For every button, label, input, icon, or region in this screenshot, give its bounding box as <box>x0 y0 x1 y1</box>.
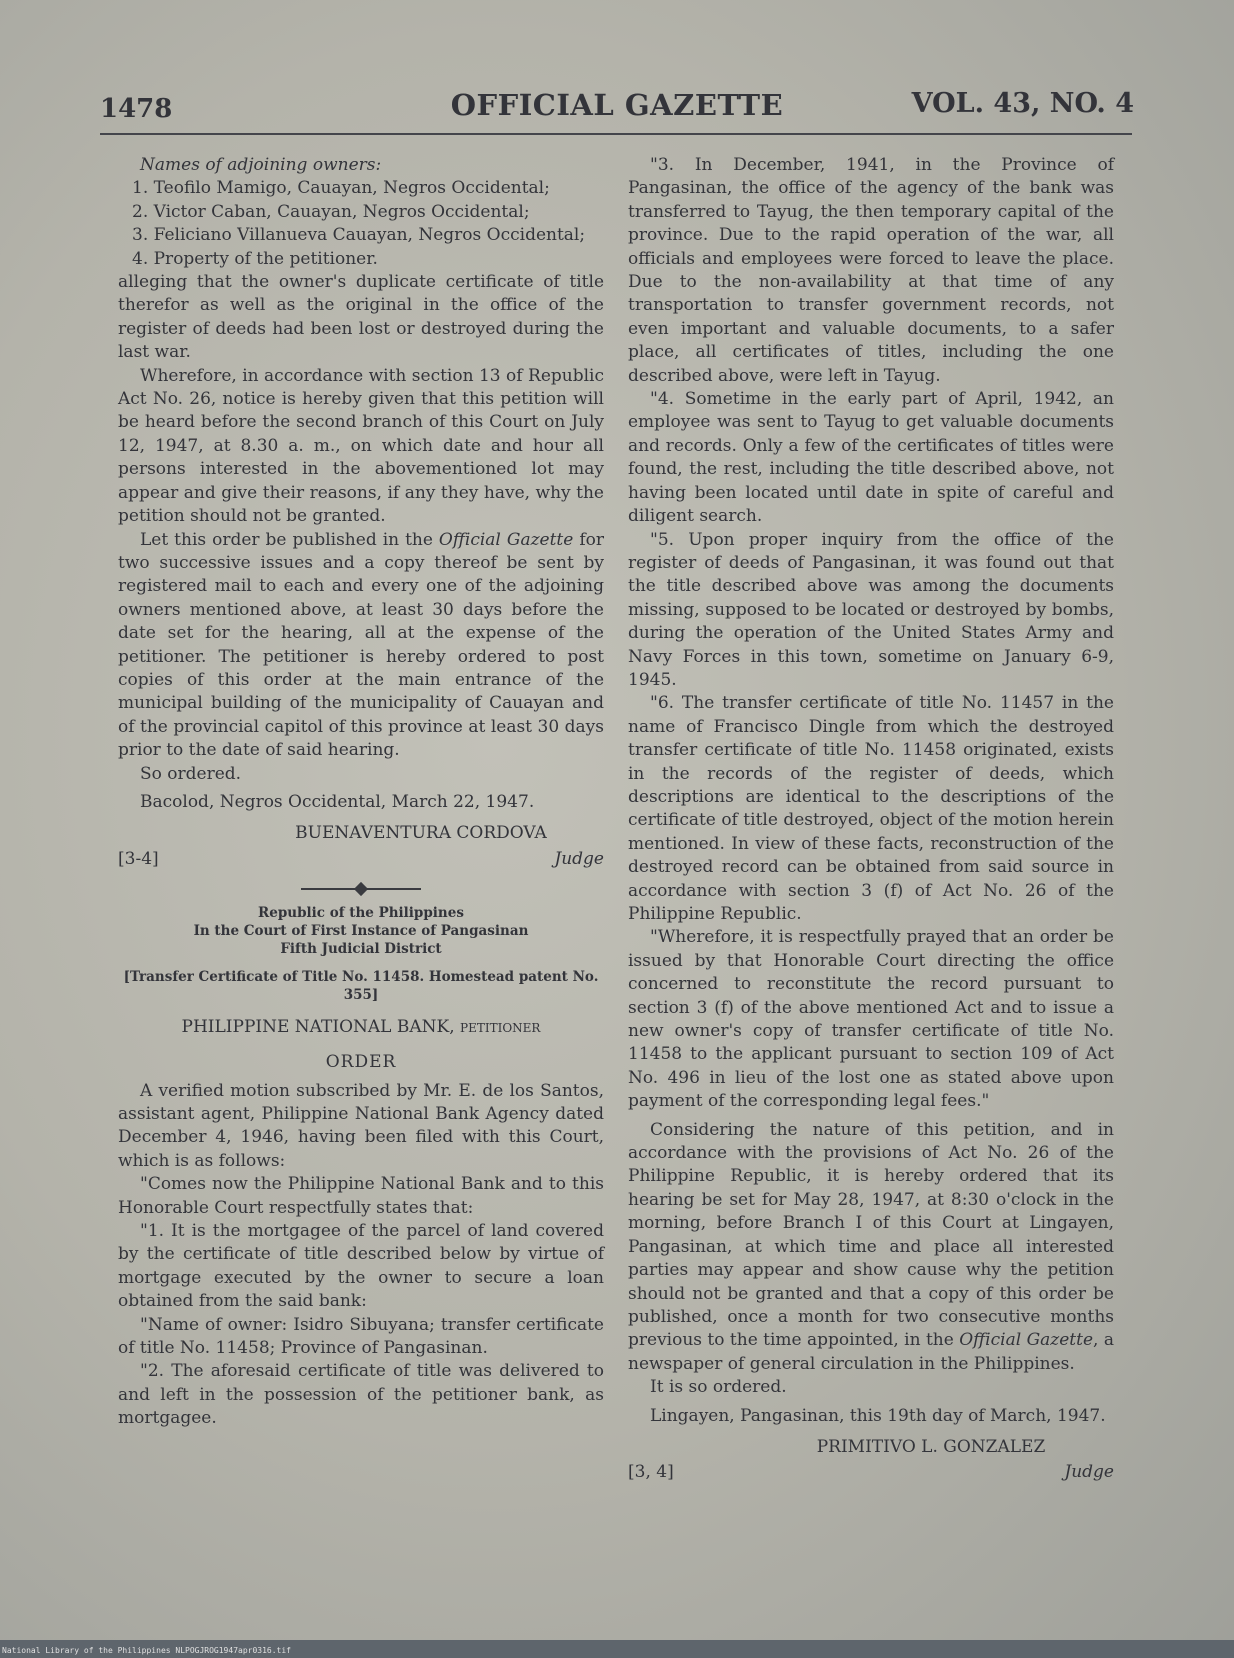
paragraph: alleging that the owner's duplicate certificate of title therefor as well as the original in the office of the register of deeds had been lost or destroyed during the last war. <box>118 272 604 363</box>
date-line: Lingayen, Pangasinan, this 19th day of March, 1947. <box>650 1405 1106 1426</box>
signatory-title: Judge <box>554 848 604 869</box>
paragraph: "6. The transfer certificate of title No. 11457 in the name of Francisco Dingle from which the destroyed transfer certificate of title No. 11458 originated, exists in the records of the register of deeds, which descriptions are identical to the descriptions of the certificate of title destroyed, object of the motion herein mentioned. In view of these facts, reconstruction of the destroyed record can be obtained from said source in accordance with section 3 (f) of Act No. 26 of the Philippine Republic. <box>628 693 1114 924</box>
issue-reference: [3-4] <box>118 848 159 869</box>
signatory-name: BUENAVENTURA CORDOVA <box>295 823 547 844</box>
page-number: 1478 <box>100 94 173 124</box>
signature-row <box>118 848 604 872</box>
paragraph: Let this order be published in the Official Gazette for two successive issues and a copy thereof be sent by registered mail to each and every one of the adjoining owners mentioned above, at least 30 days before the date set for the hearing, all at the expense of the petitioner. The petitioner is hereby ordered to post copies of this order at the main entrance of the municipal building of the municipality of Cauayan and of the provincial capitol of this province at least 30 days prior to the date of said hearing. <box>118 529 604 761</box>
paragraph: "4. Sometime in the early part of April, 1942, an employee was sent to Tayug to get valuable documents and records. Only a few of the certificates of titles were found, the rest, including the title described above, not having been located until date in spite of careful and diligent search. <box>628 389 1114 527</box>
paragraph: "3. In December, 1941, in the Province of Pangasinan, the office of the agency of the bank was transferred to Tayug, the then temporary capital of the province. Due to the rapid operation of the war, all officials and employees were forced to leave the place. Due to the non-availability at that time of any transportation to transfer government records, not even important and valuable documents, to a safer place, all certificates of titles, including the one described above, were left in Tayug. <box>628 155 1114 386</box>
court-caption: Fifth Judicial District <box>280 940 442 957</box>
paragraph: A verified motion subscribed by Mr. E. de los Santos, assistant agent, Philippine National Bank Agency dated December 4, 1946, having been filed with this Court, which is as follows: <box>118 1080 604 1171</box>
paragraph: "2. The aforesaid certificate of title was delivered to and left in the possession of the petitioner bank, as mortgagee. <box>118 1361 604 1429</box>
scan-footer: National Library of the Philippines NLPOGJROG1947apr0316.tif <box>2 1646 291 1655</box>
owner-item: 3. Feliciano Villanueva Cauayan, Negros Occidental; <box>132 225 586 246</box>
owners-label: Names of adjoining owners: <box>140 155 382 175</box>
volume-number: VOL. 43, NO. 4 <box>911 88 1134 119</box>
court-caption: In the Court of First Instance of Pangasinan <box>193 922 529 939</box>
signatory-title: Judge <box>1064 1462 1114 1483</box>
paragraph: Considering the nature of this petition, and in accordance with the provisions of Act No. 26 of the Philippine Republic, it is hereby ordered that its hearing be set for May 28, 1947, at 8:30 o'clock in the morning, before Branch I of this Court at Lingayen, Pangasinan, at which time and place all interested parties may appear and show cause why the petition should not be granted and that a copy of this order be published, once a month for two consecutive months previous to the time appointed, in the Official Gazette, a newspaper of general circulation in the Philippines. <box>628 1119 1114 1374</box>
gazette-name: Official Gazette <box>438 529 574 550</box>
gazette-name: Official Gazette <box>959 1330 1094 1351</box>
header-rule <box>100 133 1132 135</box>
paragraph: Wherefore, in accordance with section 13 of Republic Act No. 26, notice is hereby given that this petition will be heard before the second branch of this Court on July 12, 1947, at 8.30 a. m., on which date and hour all persons interested in the abovementioned lot may appear and give their reasons, if any they have, why the petition should not be granted. <box>118 365 604 527</box>
right-column <box>628 154 1114 1485</box>
paragraph: "5. Upon proper inquiry from the office of the register of deeds of Pangasinan, it was found out that the title described above was among the documents missing, supposed to be located or destroyed by bombs, during the operation of the United States Army and Navy Forces in this town, sometime on January 6-9, 1945. <box>628 529 1114 690</box>
publication-title: OFFICIAL GAZETTE <box>450 88 784 122</box>
paragraph: "1. It is the mortgagee of the parcel of land covered by the certificate of title described below by virtue of mortgage executed by the owner to secure a loan obtained from the said bank: <box>118 1221 604 1312</box>
court-caption: Republic of the Philippines <box>258 904 464 921</box>
paragraph: "Name of owner: Isidro Sibuyana; transfer certificate of title No. 11458; Province of Pangasinan. <box>118 1314 604 1359</box>
date-line: Bacolod, Negros Occidental, March 22, 1947. <box>140 791 535 812</box>
order-heading: ORDER <box>325 1052 397 1073</box>
running-header <box>100 86 1134 126</box>
signature-row <box>628 1461 1114 1485</box>
case-caption: [Transfer Certificate of Title No. 11458. Homestead patent No. 355] <box>123 968 599 1003</box>
paragraph: "Comes now the Philippine National Bank and to this Honorable Court respectfully states that: <box>118 1174 604 1218</box>
paragraph: So ordered. <box>140 763 242 784</box>
owner-item: 2. Victor Caban, Cauayan, Negros Occidental; <box>132 201 530 222</box>
section-divider <box>301 882 421 896</box>
owner-item: 4. Property of the petitioner. <box>132 248 378 269</box>
party-name: PHILIPPINE NATIONAL BANK, petitioner <box>181 1016 541 1037</box>
paragraph: It is so ordered. <box>650 1377 787 1398</box>
owner-item: 1. Teofilo Mamigo, Cauayan, Negros Occidental; <box>132 178 550 199</box>
left-column <box>118 154 604 1431</box>
paragraph: "Wherefore, it is respectfully prayed that an order be issued by that Honorable Court directing the office concerned to reconstitute the record pursuant to section 3 (f) of the above mentioned Act and to issue a new owner's copy of transfer certificate of title No. 11458 to the applicant pursuant to section 109 of Act No. 496 in lieu of the lost one as stated above upon payment of the corresponding legal fees." <box>628 927 1114 1112</box>
issue-reference: [3, 4] <box>628 1462 674 1483</box>
signatory-name: PRIMITIVO L. GONZALEZ <box>816 1436 1046 1457</box>
